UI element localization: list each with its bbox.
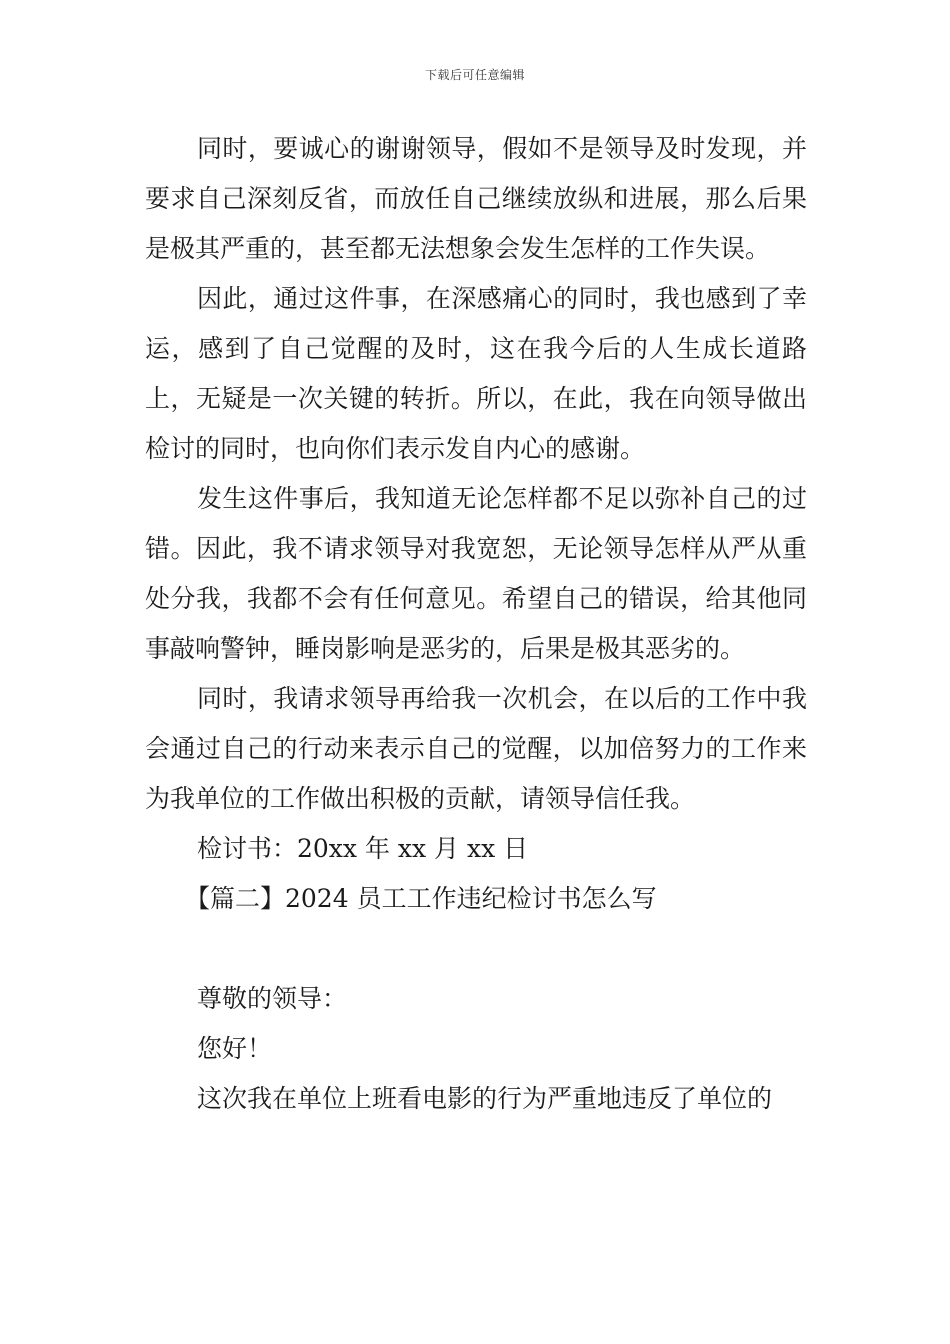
salutation: 尊敬的领导： [197, 984, 348, 1013]
paragraph-1: 同时，要诚心的谢谢领导，假如不是领导及时发现，并要求自己深刻反省，而放任自己继续放纵和进展，那么后果是极其严重的，甚至都无法想象会发生怎样的工作失误。 [145, 134, 807, 263]
blank-line [145, 924, 807, 974]
paragraph-5-start: 这次我在单位上班看电影的行为严重地违反了单位的 [197, 1084, 773, 1113]
section-title: 【篇二】2024 员工工作违纪检讨书怎么写 [185, 884, 657, 913]
document-body [145, 124, 807, 1124]
greeting: 您好！ [197, 1034, 273, 1063]
page-header-note: 下载后可任意编辑 [424, 68, 525, 82]
paragraph-3: 发生这件事后，我知道无论怎样都不足以弥补自己的过错。因此，我不请求领导对我宽恕，无论领导怎样从严从重处分我，我都不会有任何意见。希望自己的错误，给其他同事敲响警钟，睡岗影响是恶劣的，后果是极其恶劣的。 [145, 484, 807, 663]
paragraph-4: 同时，我请求领导再给我一次机会，在以后的工作中我会通过自己的行动来表示自己的觉醒，以加倍努力的工作来为我单位的工作做出积极的贡献，请领导信任我。 [145, 684, 807, 813]
paragraph-2: 因此，通过这件事，在深感痛心的同时，我也感到了幸运，感到了自己觉醒的及时，这在我今后的人生成长道路上，无疑是一次关键的转折。所以，在此，我在向领导做出检讨的同时，也向你们表示发自内心的感谢。 [145, 284, 807, 463]
signature-date: 检讨书：20xx 年 xx 月 xx 日 [197, 834, 529, 863]
